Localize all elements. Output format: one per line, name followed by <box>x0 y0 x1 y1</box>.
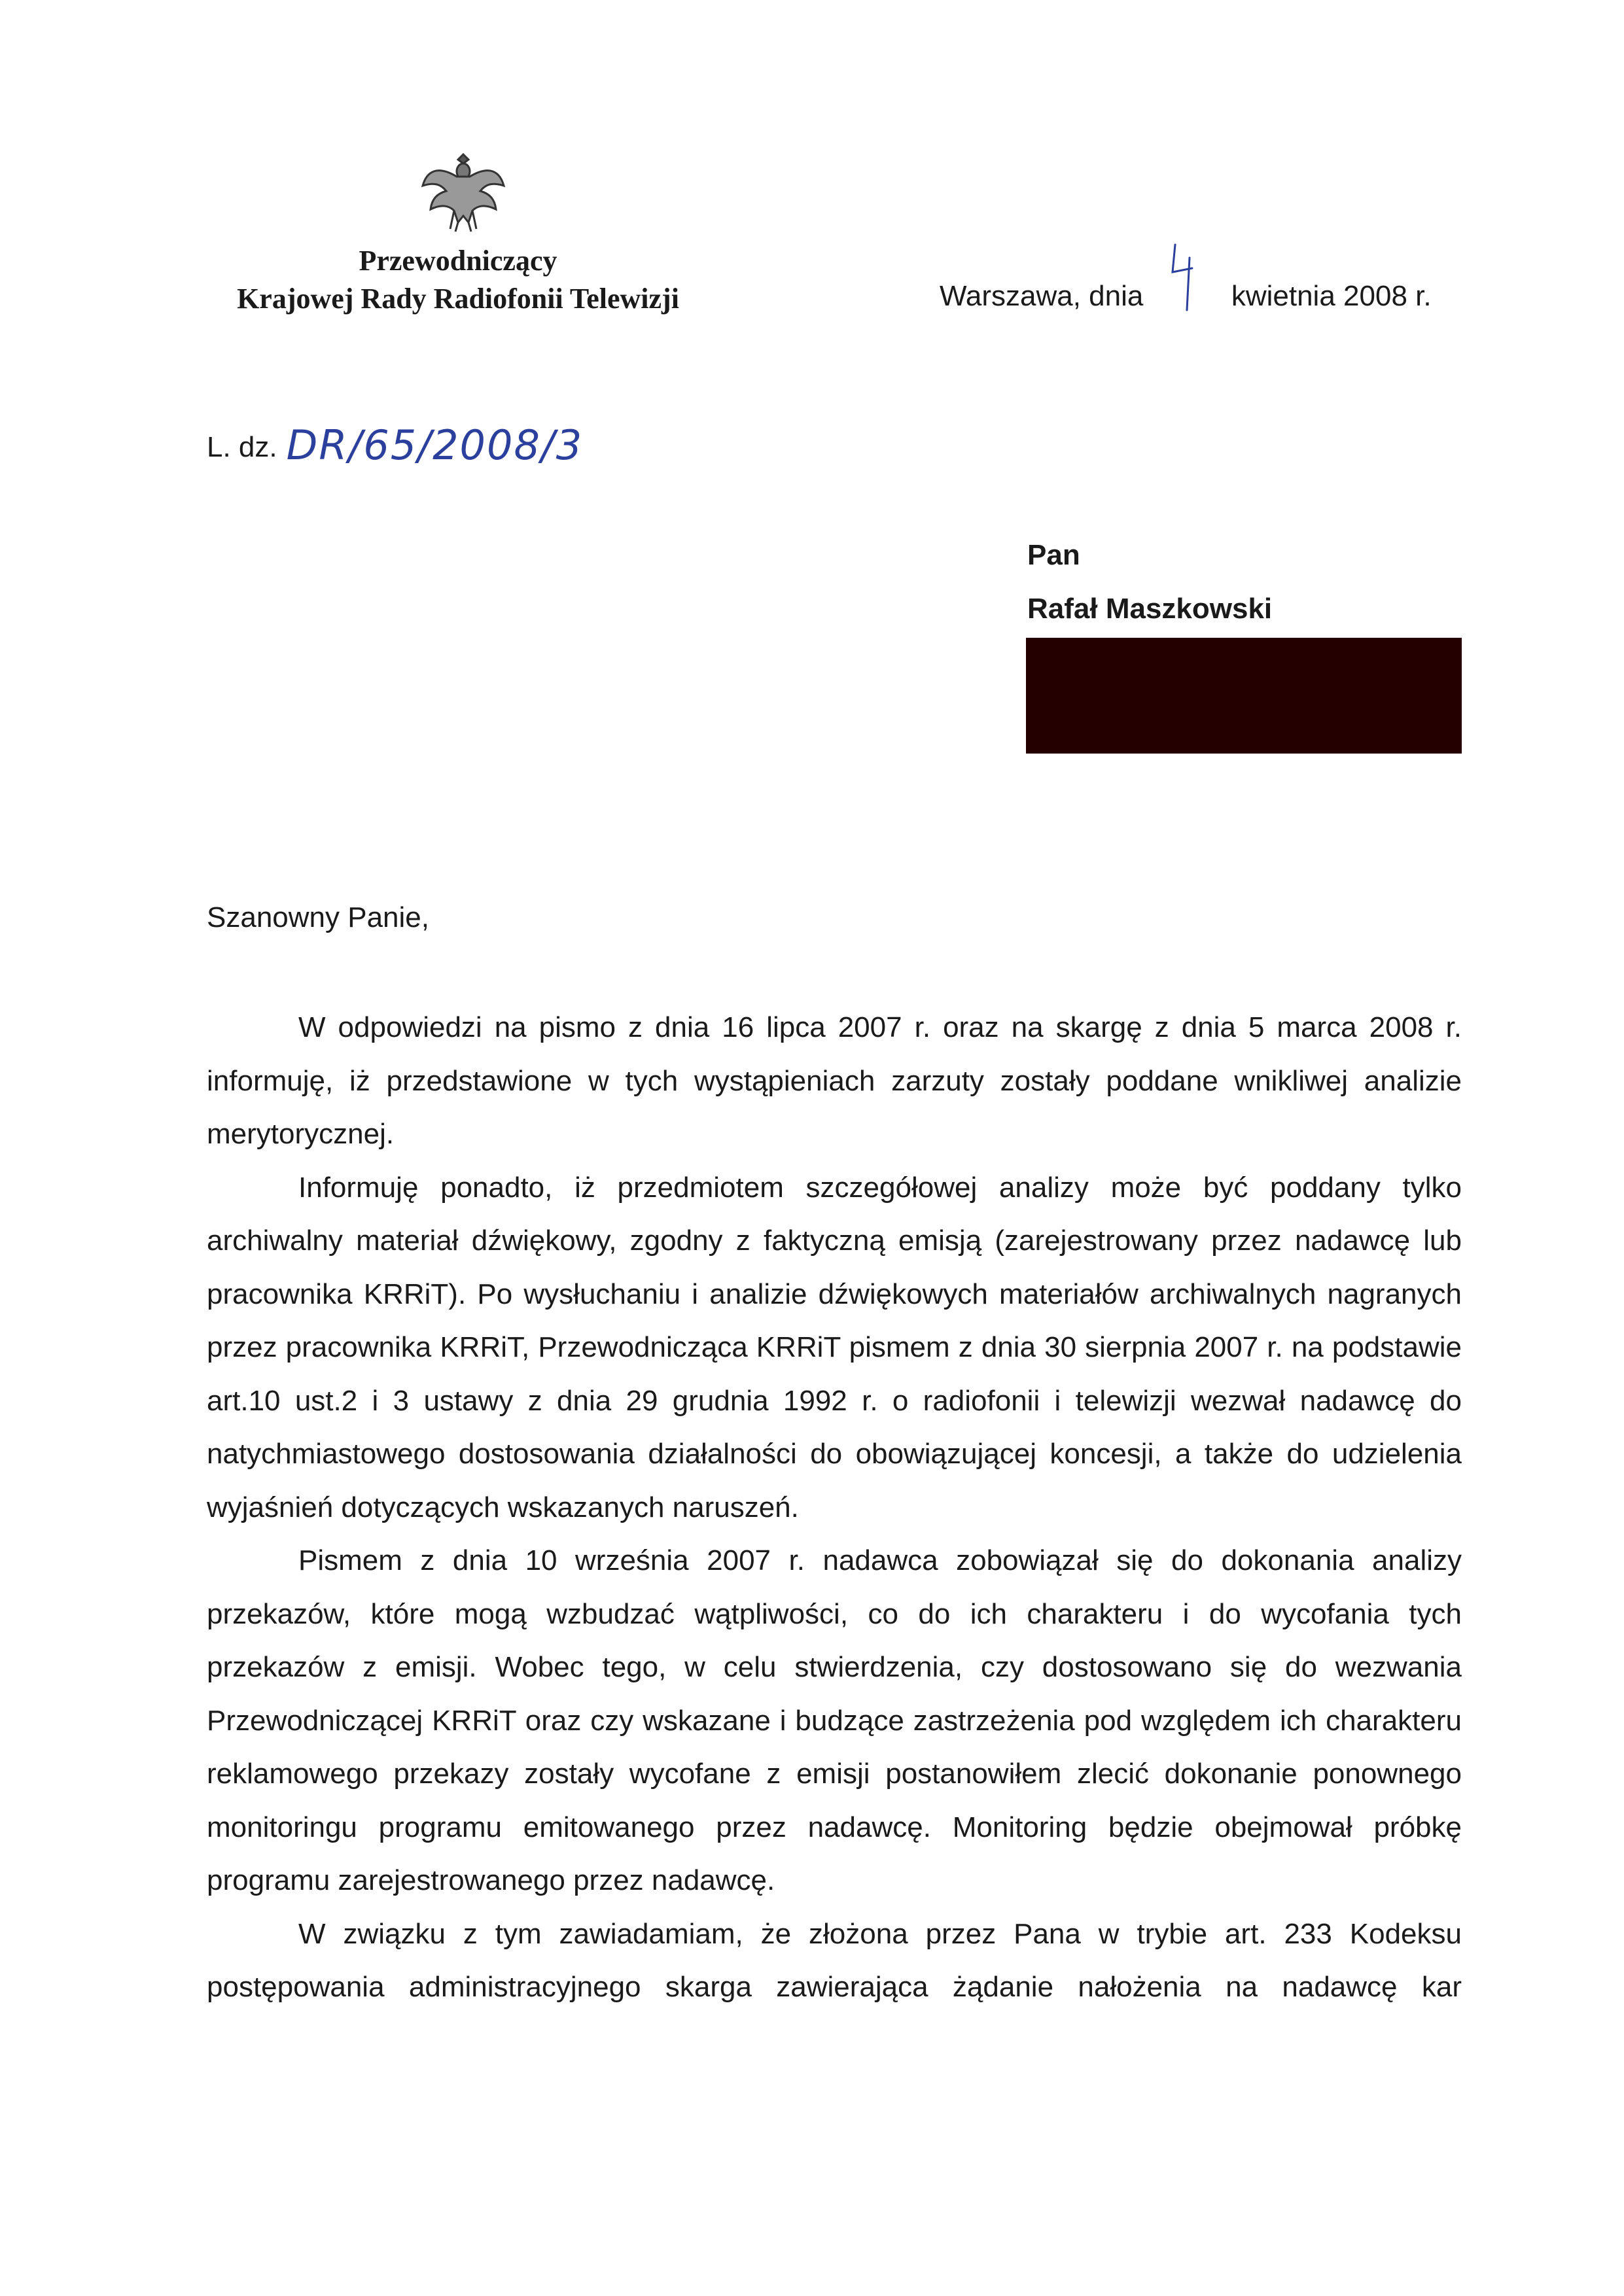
handwritten-reference: DR/65/2008/3 <box>286 421 584 469</box>
salutation: Szanowny Panie, <box>207 901 429 933</box>
letter-body <box>207 1001 1462 2014</box>
reference-label: L. dz. <box>207 431 277 463</box>
body-paragraph: W odpowiedzi na pismo z dnia 16 lipca 2007 r. oraz na skargę z dnia 5 marca 2008 r. informuję, iż przedstawione w tych wystąpieniach zarzuty zostały poddane wnikliwej analizie merytorycznej. <box>207 1011 1462 1150</box>
reference-number <box>207 419 584 469</box>
redacted-address <box>1026 638 1462 754</box>
issuer-block <box>190 242 726 318</box>
handwritten-day-icon <box>1170 242 1196 314</box>
addressee-block <box>1027 529 1272 636</box>
body-paragraph: Pismem z dnia 10 września 2007 r. nadawca zobowiązał się do dokonania analizy przekazów, które mogą wzbudzać wątpliwości, co do ich charakteru i do wycofania tych przekazów z emisji. Wobec tego, w celu stwierdzenia, czy dostosowano się do wezwania Przewodniczącej KRRiT oraz czy wskazane i budzące zastrzeżenia pod względem ich charakteru reklamowego przekazy zostały wycofane z emisji postanowiłem zlecić dokonanie ponownego monitoringu programu emitowanego przez nadawcę. Monitoring będzie obejmował próbkę programu zarejestrowanego przez nadawcę. <box>207 1544 1462 1896</box>
addressee-name: Rafał Maszkowski <box>1027 593 1273 625</box>
issuer-institution: Krajowej Rady Radiofonii Telewizji <box>237 283 679 315</box>
issuer-title: Przewodniczący <box>359 245 557 277</box>
date-suffix: kwietnia 2008 r. <box>1231 280 1432 312</box>
date-day <box>1152 280 1224 313</box>
body-paragraph: W związku z tym zawiadamiam, że złożona przez Pana w trybie art. 233 Kodeksu postępowania administracyjnego skarga zawierająca żądanie nałożenia na nadawcę kar <box>207 1917 1462 2003</box>
polish-eagle-emblem-icon <box>417 145 509 237</box>
date-line <box>940 280 1432 313</box>
date-prefix: Warszawa, dnia <box>940 280 1144 312</box>
addressee-title: Pan <box>1027 539 1080 571</box>
body-paragraph: Informuję ponadto, iż przedmiotem szczegółowej analizy może być poddany tylko archiwalny materiał dźwiękowy, zgodny z faktyczną emisją (zarejestrowany przez nadawcę lub pracownika KRRiT). Po wysłuchaniu i analizie dźwiękowych materiałów archiwalnych nagranych przez pracownika KRRiT, Przewodnicząca KRRiT pismem z dnia 30 sierpnia 2007 r. na podstawie art.10 ust.2 i 3 ustawy z dnia 29 grudnia 1992 r. o radiofonii i telewizji wezwał nadawcę do natychmiastowego dostosowania działalności do obowiązującej koncesji, a także do udzielenia wyjaśnień dotyczących wskazanych naruszeń. <box>207 1171 1462 1523</box>
